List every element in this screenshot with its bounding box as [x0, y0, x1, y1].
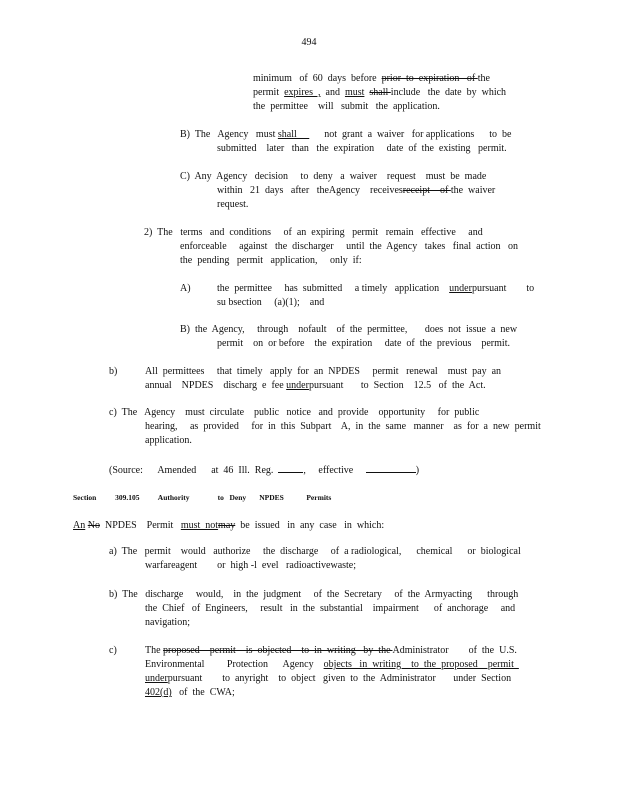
text-line: [109, 407, 479, 419]
text-line: [109, 366, 117, 378]
text-run: All permittees that timely apply for an NPDES permit renewal must pay an: [145, 366, 502, 377]
text-run: a) The permit would authorize the discharge of a radiological, chemical or biological: [109, 546, 521, 557]
inserted-text: shall: [277, 129, 310, 140]
struck-text: receipt of: [402, 185, 451, 196]
text-run: the Chief of Engineers, result in the substantial impairment of anchorage and: [145, 603, 516, 614]
inserted-text: objects in writing to the proposed permit: [323, 659, 519, 670]
text-run: Administrator of the U.S.: [392, 645, 517, 656]
text-run: B) the Agency, through nofault of the permittee, does not issue a new: [180, 324, 518, 335]
inserted-text: must not: [180, 520, 219, 531]
inserted-text: under: [449, 283, 472, 294]
text-run: of the CWA;: [171, 687, 235, 698]
struck-text: No: [87, 520, 100, 531]
text-line: [145, 645, 517, 657]
text-line: [109, 546, 521, 558]
struck-text: shall: [369, 87, 391, 98]
text-run: within 21 days after theAgency receives: [217, 185, 403, 196]
text-run: warfareagent or high -l evel radioactivewaste;: [145, 560, 357, 571]
text-run: the permittee will submit the application.: [253, 101, 440, 112]
text-line: [217, 143, 507, 155]
text-run: request.: [217, 199, 249, 210]
text-run: include the date by which: [390, 87, 507, 98]
inserted-text: under: [145, 673, 168, 684]
text-run: navigation;: [145, 617, 190, 628]
text-line: [109, 463, 419, 477]
fill-in-blank: [366, 463, 416, 473]
text-run: submitted later than the expiration date of the existing permit.: [217, 143, 507, 154]
text-run: The: [145, 645, 164, 656]
text-line: [145, 435, 192, 447]
text-line: [180, 255, 362, 267]
text-run: 2) The terms and conditions of an expiring permit remain effective and: [144, 227, 483, 238]
inserted-text: expires ,: [284, 87, 321, 98]
struck-text: proposed permit is objected to in writing by the: [163, 645, 393, 656]
text-line: [180, 171, 486, 183]
fill-in-blank: [278, 463, 303, 473]
text-run: su bsection (a)(1); and: [217, 297, 325, 308]
text-line: [217, 283, 534, 295]
text-line: [109, 645, 117, 657]
inserted-text: must: [344, 87, 365, 98]
text-run: annual NPDES discharg e fee: [145, 380, 287, 391]
text-run: A): [180, 283, 191, 294]
text-run: Section 309.105 Authority to Deny NPDES Permits: [73, 493, 332, 502]
text-run: ): [415, 465, 420, 476]
text-run: the waiver: [450, 185, 496, 196]
text-line: [253, 101, 440, 113]
struck-text: may: [218, 520, 236, 531]
text-run: pursuant to anyright to object given to the Administrator under Section: [167, 673, 512, 684]
text-line: [145, 366, 501, 378]
text-run: application.: [145, 435, 192, 446]
text-line: [180, 129, 511, 141]
text-run: B) The Agency must: [180, 129, 278, 140]
text-line: [180, 283, 191, 295]
text-line: [145, 421, 541, 433]
text-line: [145, 617, 190, 629]
text-run: permit: [253, 87, 285, 98]
text-run: the: [477, 73, 490, 84]
text-line: [145, 659, 519, 671]
text-run: minimum of 60 days before: [253, 73, 382, 84]
text-line: [145, 687, 235, 699]
text-line: [253, 87, 506, 99]
text-line: [180, 241, 518, 253]
inserted-text: 402(d): [145, 687, 172, 698]
inserted-text: under: [286, 380, 309, 391]
text-run: permit on or before the expiration date of the previous permit.: [217, 338, 510, 349]
text-line: [180, 324, 517, 336]
inserted-text: An: [73, 520, 86, 531]
text-line: [144, 227, 483, 239]
text-run: not grant a waiver for applications to be: [309, 129, 512, 140]
text-run: the pending permit application, only if:: [180, 255, 362, 266]
text-run: Environmental Protection Agency: [145, 659, 324, 670]
text-line: [73, 520, 384, 532]
text-run: c): [109, 645, 117, 656]
text-run: enforceable against the discharger until the Agency takes final action on: [180, 241, 519, 252]
text-run: , effective: [303, 465, 366, 476]
text-run: pursuant to Section 12.5 of the Act.: [308, 380, 486, 391]
text-line: [217, 199, 248, 211]
text-run: hearing, as provided for in this Subpart A, in the same manner as for a new permit: [145, 421, 541, 432]
text-run: b) The discharge would, in the judgment of the Secretary of the Armyacting through: [109, 589, 519, 600]
text-run: the permittee has submitted a timely application: [217, 283, 450, 294]
text-run: pursuant to: [471, 283, 535, 294]
struck-text: prior to expiration of: [381, 73, 478, 84]
text-run: C) Any Agency decision to deny a waiver request must be made: [180, 171, 487, 182]
text-line: [145, 603, 515, 615]
text-run: and: [320, 87, 345, 98]
text-line: [145, 673, 511, 685]
text-run: b): [109, 366, 118, 377]
text-run: be issued in any case in which:: [235, 520, 385, 531]
text-line: [109, 589, 518, 601]
section-heading: [73, 492, 331, 504]
text-line: [145, 380, 486, 392]
text-run: (Source: Amended at 46 Ill. Reg.: [109, 465, 279, 476]
text-line: [217, 297, 324, 309]
text-line: [217, 338, 510, 350]
text-run: c) The Agency must circulate public notice and provide opportunity for public: [109, 407, 480, 418]
text-line: [253, 73, 490, 85]
page-number: 494: [301, 37, 317, 48]
text-run: NPDES Permit: [99, 520, 181, 531]
text-line: [145, 560, 356, 572]
text-line: [217, 185, 495, 197]
